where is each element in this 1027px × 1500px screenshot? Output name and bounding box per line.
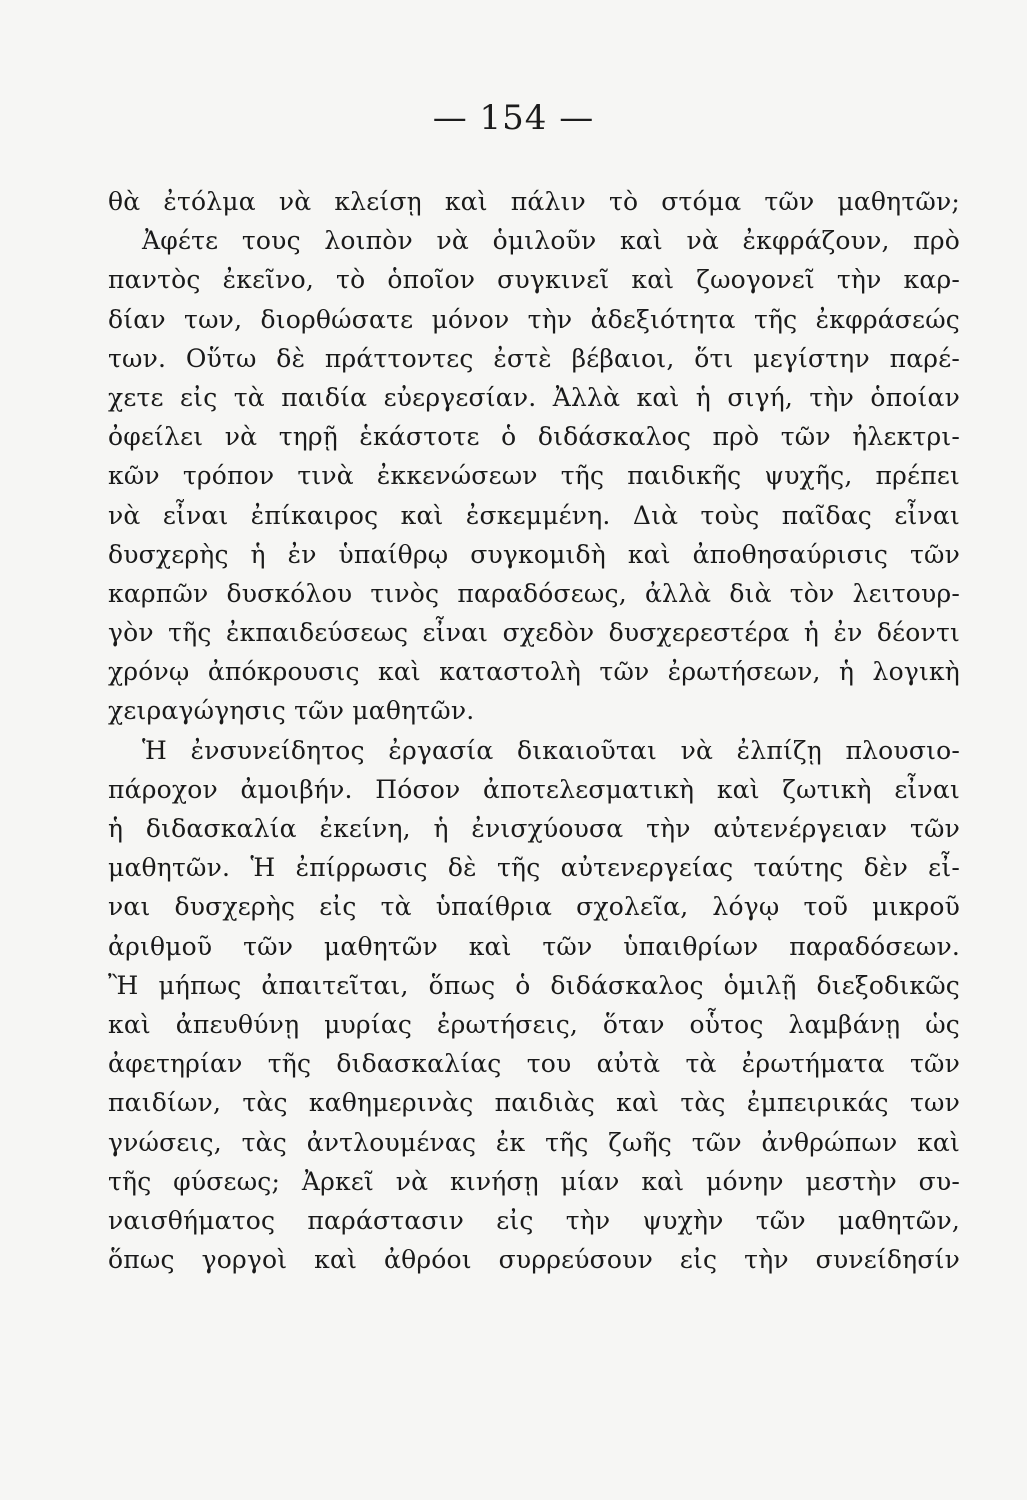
text-line: καρπῶν δυσκόλου τινὸς παραδόσεως, ἀλλὰ διὰ τὸν λειτουρ- (108, 578, 960, 608)
text-line: Ἡ ἐνσυνείδητος ἐργασία δικαιοῦται νὰ ἐλπίζῃ πλουσιο- (142, 735, 960, 765)
text-line: παιδίων, τὰς καθημερινὰς παιδιὰς καὶ τὰς ἐμπειρικάς των (108, 1088, 960, 1118)
text-line: θὰ ἐτόλμα νὰ κλείσῃ καὶ πάλιν τὸ στόμα τῶν μαθητῶν; (108, 187, 960, 216)
text-line: ἀφετηρίαν τῆς διδασκαλίας του αὐτὰ τὰ ἐρωτήματα τῶν (108, 1049, 960, 1079)
text-line: γνώσεις, τὰς ἀντλουμένας ἐκ τῆς ζωῆς τῶν ἀνθρώπων καὶ (108, 1127, 960, 1157)
text-line: των. Οὕτω δὲ πράττοντες ἐστὲ βέβαιοι, ὅτι μεγίστην παρέ- (108, 343, 960, 373)
text-line: δίαν των, διορθώσατε μόνον τὴν ἀδεξιότητα τῆς ἐκφράσεώς (108, 304, 960, 334)
body-text (108, 182, 960, 1279)
page-number: — 154 — (432, 98, 595, 138)
text-line: ὅπως γοργοὶ καὶ ἀθρόοι συρρεύσουν εἰς τὴν συνείδησίν (108, 1245, 960, 1275)
text-line: Ἀφέτε τους λοιπὸν νὰ ὁμιλοῦν καὶ νὰ ἐκφράζουν, πρὸ (142, 226, 960, 256)
text-line: παντὸς ἐκεῖνο, τὸ ὁποῖον συγκινεῖ καὶ ζωογονεῖ τὴν καρ- (108, 265, 960, 295)
text-line: ὀφείλει νὰ τηρῇ ἑκάστοτε ὁ διδάσκαλος πρὸ τῶν ἠλεκτρι- (108, 422, 960, 452)
text-line: ναισθήματος παράστασιν εἰς τὴν ψυχὴν τῶν μαθητῶν, (108, 1205, 960, 1235)
text-line: νὰ εἶναι ἐπίκαιρος καὶ ἐσκεμμένη. Διὰ τοὺς παῖδας εἶναι (108, 500, 960, 530)
text-line: ναι δυσχερὴς εἰς τὰ ὑπαίθρια σχολεῖα, λόγῳ τοῦ μικροῦ (108, 892, 960, 922)
text-line: γὸν τῆς ἐκπαιδεύσεως εἶναι σχεδὸν δυσχερεστέρα ἡ ἐν δέοντι (108, 618, 960, 648)
text-line: χειραγώγησις τῶν μαθητῶν. (108, 696, 475, 726)
text-line: ἡ διδασκαλία ἐκείνη, ἡ ἐνισχύουσα τὴν αὐτενέργειαν τῶν (108, 814, 960, 843)
text-line: τῆς φύσεως; Ἀρκεῖ νὰ κινήσῃ μίαν καὶ μόνην μεστὴν συ- (108, 1166, 960, 1196)
text-line: Ἢ μήπως ἀπαιτεῖται, ὅπως ὁ διδάσκαλος ὁμιλῇ διεξοδικῶς (108, 970, 960, 1000)
text-line: χρόνῳ ἀπόκρουσις καὶ καταστολὴ τῶν ἐρωτήσεων, ἡ λογικὴ (108, 657, 960, 687)
text-line: κῶν τρόπον τινὰ ἐκκενώσεων τῆς παιδικῆς ψυχῆς, πρέπει (108, 461, 960, 491)
text-line: καὶ ἀπευθύνῃ μυρίας ἐρωτήσεις, ὅταν οὗτος λαμβάνῃ ὡς (108, 1009, 960, 1039)
text-line: μαθητῶν. Ἡ ἐπίρρωσις δὲ τῆς αὐτενεργείας ταύτης δὲν εἶ- (108, 853, 960, 883)
text-line: πάροχον ἀμοιβήν. Πόσον ἀποτελεσματικὴ καὶ ζωτικὴ εἶναι (108, 774, 960, 804)
text-line: ἀριθμοῦ τῶν μαθητῶν καὶ τῶν ὑπαιθρίων παραδόσεων. (108, 931, 960, 961)
text-line: χετε εἰς τὰ παιδία εὐεργεσίαν. Ἀλλὰ καὶ ἡ σιγή, τὴν ὁποίαν (108, 382, 960, 412)
text-line: δυσχερὴς ἡ ἐν ὑπαίθρῳ συγκομιδὴ καὶ ἀποθησαύρισις τῶν (108, 539, 960, 569)
